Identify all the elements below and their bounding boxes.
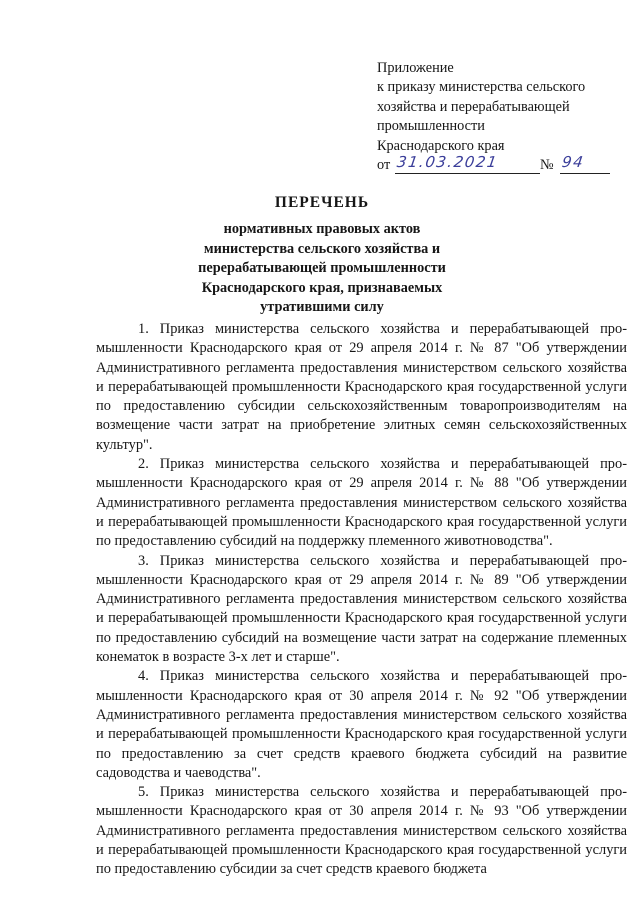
appendix-line: к приказу министерства сельского: [377, 79, 586, 96]
list-item: 1. Приказ министерства сельского хозяйства и перерабатывающей промышленности Краснодарского края от 29 апреля 2014 г. № 87 "Об утверждении Административного регламента предоставления министерством сельского хозяйства и перерабатывающей промышленности Краснодарского края государственной услуги по предоставлению субсидии сельскохозяйственным товаропроизводителям на возмещение части затрат на приобретение элитных семян сельскохозяйственных культур".: [96, 321, 627, 453]
document-body: [96, 320, 627, 880]
title-line: нормативных правовых актов: [223, 221, 421, 237]
number-sign-label: №: [540, 157, 554, 174]
order-date-field: [395, 152, 540, 174]
title-line: перерабатывающей промышленности: [198, 260, 446, 277]
title-line: Краснодарского края, признаваемых: [201, 279, 443, 296]
order-date-number-line: [377, 153, 627, 177]
list-item: 2. Приказ министерства сельского хозяйства и перерабатывающей промышленности Краснодарского края от 29 апреля 2014 г. № 88 "Об утверждении Административного регламента предоставления министерством сельского хозяйства и перерабатывающей промышленности Краснодарского края государственной услуги по предоставлению субсидий на поддержку племенного животноводства".: [96, 456, 627, 550]
title-main: ПЕРЕЧЕНЬ: [274, 194, 370, 211]
appendix-line: Приложение: [377, 60, 454, 76]
appendix-line: промышленности: [377, 118, 485, 135]
handwritten-date: 31.03.2021: [395, 153, 500, 172]
document-title: [150, 192, 494, 318]
from-label: от: [377, 157, 391, 174]
title-line: министерства сельского хозяйства и: [203, 240, 441, 257]
appendix-line: хозяйства и перерабатывающей: [377, 98, 570, 115]
list-item: 3. Приказ министерства сельского хозяйства и перерабатывающей промышленности Краснодарского края от 29 апреля 2014 г. № 89 "Об утверждении Административного регламента предоставления министерством сельского хозяйства и перерабатывающей промышленности Краснодарского края государственной услуги по предоставлению субсидий на возмещение части затрат на содержание племенных конематок в возрасте 3-х лет и старше".: [96, 552, 627, 666]
appendix-line: Краснодарского края: [377, 137, 505, 154]
list-item: 5. Приказ министерства сельского хозяйства и перерабатывающей промышленности Краснодарского края от 30 апреля 2014 г. № 93 "Об утверждении Административного регламента предоставления министерством сельского хозяйства и перерабатывающей промышленности Краснодарского края государственной услуги по предоставлению субсидии за счет средств краевого бюджета: [96, 784, 627, 878]
appendix-header: [377, 59, 627, 177]
handwritten-number: 94: [560, 153, 586, 172]
order-number-field: [560, 152, 610, 174]
list-item: 4. Приказ министерства сельского хозяйства и перерабатывающей промышленности Краснодарского края от 30 апреля 2014 г. № 92 "Об утверждении Административного регламента предоставления министерством сельского хозяйства и перерабатывающей промышленности Краснодарского края государственной услуги по предоставлению за счет средств краевого бюджета субсидий на развитие садоводства и чаеводства".: [96, 668, 627, 781]
title-line: утратившими силу: [260, 299, 384, 316]
